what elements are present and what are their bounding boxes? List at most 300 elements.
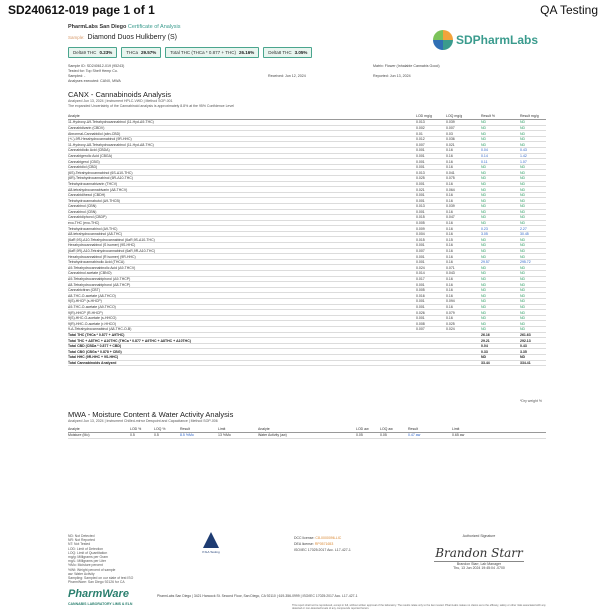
license-line: [294, 547, 351, 553]
cell-analyte: Cannabigerol (CBG): [68, 159, 100, 164]
cell-analyte: Hexahydrocannabinol (R isomer) (9R-HHC): [68, 254, 136, 259]
cell-loq: 0.16: [446, 221, 453, 226]
cell-loq: 0.16: [446, 254, 453, 259]
canx-note: The expanded Uncertainty of the Cannabinoid analysis is approximately 8.8% at the 95% Confidence Level: [68, 104, 234, 108]
mwa-col-header: Result: [180, 427, 190, 431]
mwa-cell: 0.5: [130, 433, 135, 438]
signature-title: Authorized Signature: [462, 534, 496, 538]
pill-value: 29.57%: [140, 50, 157, 55]
cell-loq: 0.16: [446, 316, 453, 321]
cell-result-mg: ND: [520, 288, 526, 293]
abbreviation-note: LOD: Limit of Detection: [68, 546, 104, 551]
cell-result-mg: ND: [520, 120, 526, 125]
cell-result-pct: ND: [481, 209, 487, 214]
mwa-col-header: LOD aw: [356, 427, 369, 431]
cell-result-pct: ND: [481, 327, 487, 332]
pill-label: Delta8 THC: [268, 50, 292, 55]
lab-address: PharmLabs San Diego | 3421 Hancock St. Second Floor, San Diego, CA 92110 | 619-356-0999 | ISO/IEC 17025:2017 Acc. L17-427-1: [157, 594, 358, 598]
abbreviation-note: %Wt: Weight percent of sample: [68, 567, 116, 572]
license-value: RP0571653: [314, 542, 334, 546]
abbreviation-notes: [68, 534, 133, 584]
cell-result-pct: ND: [481, 299, 487, 304]
cell-analyte: (6aR,9R)-Δ10-Tetrahydrocannabinol (6aR,9R-Δ10-THC): [68, 249, 156, 254]
cell-lod: 0.001: [416, 159, 425, 164]
cell-loq: 0.075: [446, 176, 455, 181]
cell-result-mg: ND: [520, 282, 526, 287]
cell-result-mg: ND: [520, 142, 526, 147]
cell-result-mg: 3.35: [520, 349, 527, 354]
coa-page: [62, 20, 552, 608]
cell-analyte: Cannabigerolic Acid (CBGA): [68, 153, 113, 158]
cell-result-pct: 29.57: [481, 260, 490, 265]
cell-analyte: Tetrahydrocannabinolic Acid (THCA): [68, 260, 125, 265]
mwa-col-header: Analyte: [68, 427, 80, 431]
cell-loq: 0.021: [446, 142, 455, 147]
cell-result-pct: ND: [481, 170, 487, 175]
cell-result-mg: 30.45: [520, 232, 529, 237]
canx-subtitle: Analyzed Jun 13, 2024 | Instrument HPLC-VWD | Method SOP-001: [68, 99, 173, 103]
cell-lod: 0.007: [416, 327, 425, 332]
cell-result-mg: ND: [520, 204, 526, 209]
cell-result-pct: ND: [481, 321, 487, 326]
cell-analyte: (+/-)-9R-Hexahydrocannabinol (9R-HHC): [68, 137, 132, 142]
cell-result-mg: ND: [520, 215, 526, 220]
cell-result-pct: ND: [481, 316, 487, 321]
cell-result-pct: ND: [481, 288, 487, 293]
sample-meta: [68, 64, 546, 84]
cell-result-pct: ND: [481, 249, 487, 254]
cell-result-pct: ND: [481, 277, 487, 282]
cell-result-pct: 0.04: [481, 148, 488, 153]
abbreviation-note: Sampling: Sampled on our state of test ISO: [68, 576, 134, 581]
cell-loq: 0.16: [446, 181, 453, 186]
pjla-caption: PJLA Testing: [202, 550, 220, 554]
meta-row: [68, 79, 546, 84]
cell-loq: 0.043: [446, 271, 455, 276]
cell-analyte: Cannabidiol (CBD): [68, 165, 98, 170]
cell-loq: 0.16: [446, 232, 453, 237]
cell-result-mg: ND: [520, 187, 526, 192]
cell-loq: 0.064: [446, 187, 455, 192]
mwa-cell: 0.5: [154, 433, 159, 438]
cell-result-mg: ND: [520, 209, 526, 214]
cell-loq: 0.16: [446, 282, 453, 287]
cell-lod: 0.002: [416, 125, 425, 130]
license-info: [294, 535, 351, 553]
cell-analyte: Cannabidihexol (CBDH): [68, 193, 106, 198]
mwa-col-header: LOQ %: [154, 427, 166, 431]
signature-block: [424, 534, 534, 570]
cell-result-mg: ND: [520, 198, 526, 203]
cell-result-pct: 33.44: [481, 360, 490, 365]
mwa-cell: 8.5 %Mo: [180, 433, 194, 438]
cell-loq: 0.16: [446, 243, 453, 248]
cell-result-mg: ND: [520, 243, 526, 248]
cell-analyte: exo-THC (exo-THC): [68, 221, 100, 226]
cell-result-mg: 334.41: [520, 360, 531, 365]
cell-result-pct: 0.14: [481, 153, 488, 158]
cell-result-mg: ND: [520, 131, 526, 136]
cell-lod: 0.001: [416, 316, 425, 321]
meta-field: Analyses executed: CANX, MWA: [68, 79, 121, 83]
cell-lod: 0.001: [416, 153, 425, 158]
mwa-col-header: LOQ aw: [380, 427, 393, 431]
summary-pill: [263, 47, 312, 58]
cell-analyte: Δ8-tetrahydrocannabinol (Δ8-THC): [68, 232, 123, 237]
cell-analyte: Cannabinol (CBN): [68, 204, 97, 209]
pjla-accreditation-badge: [200, 532, 222, 560]
cell-result-pct: 0.23: [481, 226, 488, 231]
signer-name: Brandon Starr, Lab Manager: [456, 562, 502, 566]
cell-lod: 0.001: [416, 165, 425, 170]
meta-field: Tested for: Top Shelf Hemp Co.: [68, 69, 118, 73]
cell-lod: 0.026: [416, 310, 425, 315]
cell-loq: 0.16: [446, 159, 453, 164]
cell-result-pct: ND: [481, 265, 487, 270]
cell-result-mg: ND: [520, 277, 526, 282]
cell-result-pct: ND: [481, 204, 487, 209]
cell-analyte: 9(R)-HHCP (R-HHCP): [68, 310, 103, 315]
cell-analyte: Total CBD (CBDa * 0.877 + CBD): [68, 344, 122, 349]
cell-result-pct: ND: [481, 221, 487, 226]
cell-lod: 0.001: [416, 282, 425, 287]
mwa-title: MWA - Moisture Content & Water Activity Analysis: [68, 410, 234, 419]
cell-result-pct: 29.21: [481, 338, 490, 343]
cell-result-mg: ND: [520, 181, 526, 186]
cell-lod: 0.015: [416, 215, 425, 220]
cell-lod: 0.001: [416, 254, 425, 259]
pill-label: Delta9 THC: [73, 50, 97, 55]
cell-result-mg: ND: [520, 271, 526, 276]
cell-result-pct: ND: [481, 165, 487, 170]
cell-loq: 0.16: [446, 304, 453, 309]
cell-analyte: Δ8-Tetrahydrocannabiphorol (Δ8-THCP): [68, 282, 131, 287]
cell-result-mg: ND: [520, 237, 526, 242]
sample-name: Diamond Duos Hulkberry (S): [87, 34, 177, 41]
cell-lod: 0.001: [416, 193, 425, 198]
cell-lod: 0.005: [416, 221, 425, 226]
canx-title: CANX - Cannabinoids Analysis: [68, 90, 171, 99]
cell-loq: 0.039: [446, 204, 455, 209]
cell-loq: 0.16: [446, 198, 453, 203]
cell-result-pct: ND: [481, 187, 487, 192]
abbreviation-note: PharmWare: San Diego 92126 for CA: [68, 580, 125, 585]
abbreviation-note: %Mo: Moisture percent: [68, 563, 103, 568]
cell-lod: 0.001: [416, 260, 425, 265]
summary-pill: [121, 47, 161, 58]
cell-analyte: 9-Δ-Tetrahydrocannabinol (Δ8-THC-O-B): [68, 327, 132, 332]
abbreviation-note: ND: Not Detected: [68, 534, 95, 538]
summary-pill: [165, 47, 259, 58]
mwa-table: [68, 424, 546, 439]
col-result-mg: Result mg/g: [520, 114, 539, 118]
cell-loq: 0.041: [446, 170, 455, 175]
mwa-cell: Water Activity (aw): [258, 433, 287, 438]
sdpharmlabs-logo: [433, 30, 538, 50]
cell-analyte: Cannabidiolic Acid (CBDA): [68, 148, 110, 153]
cell-result-pct: ND: [481, 271, 487, 276]
cell-lod: 0.004: [416, 232, 425, 237]
cell-analyte: Cannabidivarin (CBDV): [68, 125, 105, 130]
cell-loq: 0.025: [446, 321, 455, 326]
cell-result-pct: ND: [481, 254, 487, 259]
cell-analyte: Tetrahydrocannabivarin (THCV): [68, 181, 118, 186]
cell-result-mg: ND: [520, 293, 526, 298]
mwa-row: [68, 433, 546, 439]
cell-lod: 0.013: [416, 120, 425, 125]
col-loq: LOQ mg/g: [446, 114, 463, 118]
cell-loq: 0.16: [446, 165, 453, 170]
canx-table: [68, 109, 546, 366]
mwa-subtitle: Analyzed Jun 13, 2024 | Instrument Chilled-mirror Dewpoint and Capacitance | Method SOP-006: [68, 419, 218, 423]
cell-result-mg: ND: [520, 327, 526, 332]
pill-value: 3.05%: [294, 50, 308, 55]
cell-lod: 0.013: [416, 170, 425, 175]
cell-analyte: Total THC + Δ8THC + Δ10THC (THCa * 0.877 + Δ9THC + Δ8THC + Δ10THC): [68, 338, 191, 343]
cell-result-pct: ND: [481, 237, 487, 242]
meta-field: Sampled: -: [68, 74, 86, 78]
cell-lod: 0.021: [416, 187, 425, 192]
cell-loq: 0.094: [446, 299, 455, 304]
cell-lod: 0.008: [416, 321, 425, 326]
cell-result-mg: ND: [520, 170, 526, 175]
cell-lod: 0.01: [416, 131, 423, 136]
abbreviation-note: aw: Water Activity: [68, 571, 95, 576]
cell-result-mg: ND: [520, 321, 526, 326]
cell-analyte: Δ9-THC-O-acetate (Δ9-THCO): [68, 304, 116, 309]
pill-label: THCa: [126, 50, 138, 55]
cell-result-mg: ND: [520, 221, 526, 226]
cell-result-mg: ND: [520, 254, 526, 259]
cell-result-pct: ND: [481, 282, 487, 287]
doc-type: Certificate of Analysis: [127, 24, 181, 30]
abbreviation-note: NR: Not Reported: [68, 538, 95, 543]
cell-result-mg: 0.43: [520, 148, 527, 153]
cell-lod: 0.017: [416, 277, 425, 282]
cell-result-pct: ND: [481, 125, 487, 130]
cell-result-mg: 1.42: [520, 153, 527, 158]
cell-loq: 0.047: [446, 215, 455, 220]
cell-analyte: Δ9-Tetrahydrocannabinolic Acid (Δ9-THCV): [68, 265, 136, 270]
cell-loq: 0.16: [446, 226, 453, 231]
cell-analyte: Total HHC (9R-HHC + 9S-HHC): [68, 355, 119, 360]
logo-text: SDPharmLabs: [455, 33, 538, 47]
cell-result-mg: 0.43: [520, 344, 527, 349]
cell-result-mg: ND: [520, 304, 526, 309]
cell-result-mg: ND: [520, 249, 526, 254]
cell-lod: 0.001: [416, 209, 425, 214]
cell-result-pct: ND: [481, 310, 487, 315]
summary-pills: [68, 47, 312, 58]
cell-lod: 0.001: [416, 243, 425, 248]
cell-lod: 0.001: [416, 181, 425, 186]
cell-result-mg: ND: [520, 316, 526, 321]
cell-loq: 0.007: [446, 125, 455, 130]
cell-result-pct: ND: [481, 355, 487, 360]
cell-analyte: (6aR,9S)-Δ10-Tetrahydrocannabinol (6aR,9S-Δ10-THC): [68, 237, 155, 242]
cell-result-mg: ND: [520, 299, 526, 304]
cell-analyte: Δ9-Tetrahydrocannabiphorol (Δ9-THCP): [68, 277, 131, 282]
meta-field: Sample ID: SD240612-019 (95243): [68, 64, 125, 68]
cell-result-mg: ND: [520, 310, 526, 315]
cell-result-mg: 292.13: [520, 338, 531, 343]
cell-analyte: Total CBG (CBGa * 0.878 + CBG): [68, 349, 122, 354]
cell-lod: 0.024: [416, 265, 425, 270]
cell-analyte: 9(R)-HHC-O-acetate (r-HHCO): [68, 321, 117, 326]
cell-analyte: 9(S)-HHCP (s-HHCP): [68, 299, 102, 304]
cell-lod: 0.015: [416, 237, 425, 242]
license-value: C8-0000096-LIC: [315, 536, 342, 540]
cell-loq: 0.16: [446, 293, 453, 298]
abbreviation-note: mg/L: Milligrams per Liter: [68, 559, 107, 564]
mwa-col-header: LOD %: [130, 427, 142, 431]
cell-lod: 0.001: [416, 198, 425, 203]
cell-loq: 0.16: [446, 288, 453, 293]
cell-analyte: (6R)-Tetrahydrocannabinol (6R-Δ10-THC): [68, 176, 133, 181]
cell-result-pct: ND: [481, 176, 487, 181]
sample-label: Sample:: [68, 35, 85, 40]
dry-weight-note: *Dry weight %: [520, 399, 542, 403]
abbreviation-note: LOQ: Limit of Quantitation: [68, 550, 108, 555]
cell-lod: 0.007: [416, 249, 425, 254]
mwa-cell: 0.65 aw: [452, 433, 465, 438]
mwa-cell: 0.05: [356, 433, 363, 438]
cell-lod: 0.016: [416, 293, 425, 298]
cell-result-mg: 1.07: [520, 159, 527, 164]
meta-field: Matrix: Flower (Inhalable Cannabis Good): [373, 64, 440, 68]
mwa-col-header: Limit: [218, 427, 226, 431]
cell-lod: 0.025: [416, 176, 425, 181]
pharmlabs-leaf-icon: [433, 30, 453, 50]
cell-result-mg: 2.27: [520, 226, 527, 231]
cell-analyte: 11-Hydroxy-Δ8-Tetrahydrocannabinol (11-Hyd-Δ8-THC): [68, 142, 154, 147]
lab-header: [68, 24, 181, 30]
mwa-cell: 0.05: [380, 433, 387, 438]
mwa-cell: 13 %Mo: [218, 433, 231, 438]
cell-loq: 0.16: [446, 260, 453, 265]
cell-result-mg: ND: [520, 137, 526, 142]
cell-loq: 0.024: [446, 327, 455, 332]
abbreviation-note: NT: Not Tested: [68, 542, 91, 547]
cell-loq: 0.16: [446, 249, 453, 254]
cell-analyte: (6S)-Tetrahydrocannabinol (6S-Δ10-THC): [68, 170, 133, 175]
signed-date: Thu, 13 Jun 2024 19:45:04 -0700: [453, 566, 505, 570]
document-title: SD240612-019 page 1 of 1: [8, 3, 155, 17]
meta-field: Received: Jun 12, 2024: [268, 74, 306, 78]
license-label: DEA license:: [294, 542, 314, 546]
cell-loq: 0.079: [446, 310, 455, 315]
fine-print: This report shall not be reproduced, except in full, without written approval of the laboratory. The results relate only to the item tested. PharmLabs makes no claims as to the efficacy, safety or other risks associated with any detected or non-detected levels of any compounds reported herein.: [292, 604, 546, 610]
cell-result-pct: 0.11: [481, 159, 488, 164]
cell-analyte: Tetrahydrocannabinol (Δ9-THC): [68, 226, 118, 231]
cell-analyte: Cannabinol acetate (CBNO): [68, 271, 112, 276]
cell-result-pct: ND: [481, 198, 487, 203]
license-label: DCC license:: [294, 536, 315, 540]
cell-analyte: Hexahydrocannabinol (S isomer) (9S-HHC): [68, 243, 136, 248]
cell-loq: 0.15: [446, 237, 453, 242]
cell-loq: 0.036: [446, 137, 455, 142]
cell-analyte: Cannabicitran (CBT): [68, 288, 100, 293]
lab-name: PharmLabs San Diego: [68, 24, 127, 30]
cell-lod: 0.005: [416, 288, 425, 293]
cell-loq: 0.16: [446, 193, 453, 198]
cell-lod: 0.013: [416, 204, 425, 209]
cell-analyte: Cannabinol (CBN): [68, 209, 97, 214]
abbreviation-note: mg/g: Milligrams per Gram: [68, 555, 108, 560]
cell-loq: 0.039: [446, 120, 455, 125]
cell-result-mg: ND: [520, 125, 526, 130]
cell-result-pct: ND: [481, 304, 487, 309]
cell-result-pct: ND: [481, 193, 487, 198]
sample-line: [68, 34, 177, 41]
cell-result-pct: ND: [481, 215, 487, 220]
cell-analyte: Total Cannabinoids Analyzed: [68, 360, 117, 365]
pharmware-subtitle: CANNABIS LABORATORY LIMS & ELN: [68, 602, 133, 606]
meta-field: Reported: Jun 13, 2024: [373, 74, 411, 78]
cell-result-mg: ND: [520, 193, 526, 198]
canx-table-header: [68, 109, 546, 120]
cell-result-mg: ND: [520, 355, 526, 360]
cell-result-pct: ND: [481, 137, 487, 142]
cell-lod: 0.007: [416, 142, 425, 147]
cell-result-pct: ND: [481, 120, 487, 125]
cell-analyte: 9(S)-HHC-O-acetate (s-HHCO): [68, 316, 117, 321]
pjla-triangle-icon: [203, 532, 219, 548]
cell-analyte: Δ8-THC-O-acetate (Δ8-THCO): [68, 293, 116, 298]
cell-result-pct: 3.05: [481, 232, 488, 237]
cell-loq: 0.16: [446, 153, 453, 158]
cell-analyte: Δ8-tetrahydrocannabivarin (Δ8-THCV): [68, 187, 128, 192]
col-lod: LOD mg/g: [416, 114, 432, 118]
cell-lod: 0.012: [416, 137, 425, 142]
mwa-col-header: Result: [408, 427, 418, 431]
cell-loq: 0.16: [446, 148, 453, 153]
cell-result-pct: 0.04: [481, 344, 488, 349]
cell-analyte: Abnormal-Cannabidiol (abn-CBD): [68, 131, 121, 136]
cell-analyte: Total THC (THCa * 0.877 + Δ9THC): [68, 332, 125, 337]
mwa-col-header: Limit: [452, 427, 460, 431]
pill-value: 0.23%: [99, 50, 113, 55]
pill-value: 26.16%: [238, 50, 255, 55]
cell-result-pct: ND: [481, 243, 487, 248]
cell-lod: 0.009: [416, 226, 425, 231]
summary-pill: [68, 47, 117, 58]
cell-loq: 0.16: [446, 209, 453, 214]
cell-loq: 0.03: [446, 131, 453, 136]
cell-analyte: Tetrahydrocannabutol (Δ9-THCB): [68, 198, 120, 203]
cell-result-pct: ND: [481, 181, 487, 186]
cell-loq: 0.071: [446, 265, 455, 270]
cell-result-mg: ND: [520, 176, 526, 181]
cell-result-pct: 26.16: [481, 332, 490, 337]
cell-loq: 0.16: [446, 277, 453, 282]
cell-result-mg: ND: [520, 265, 526, 270]
cell-lod: 0.001: [416, 148, 425, 153]
cell-result-mg: 295.72: [520, 260, 531, 265]
cell-lod: 0.014: [416, 271, 425, 276]
cell-result-mg: 261.63: [520, 332, 531, 337]
document-title-bar: [0, 0, 608, 20]
cell-result-pct: 0.33: [481, 349, 488, 354]
cell-analyte: Cannabidiphorol (CBDP): [68, 215, 107, 220]
qa-testing-label: QA Testing: [540, 3, 598, 17]
cell-result-mg: ND: [520, 165, 526, 170]
mwa-col-header: Analyte: [258, 427, 270, 431]
col-result-pct: Result %: [481, 114, 496, 118]
mwa-cell: 0.47 aw: [408, 433, 421, 438]
col-analyte: Analyte: [68, 114, 80, 118]
cell-lod: 0.001: [416, 299, 425, 304]
